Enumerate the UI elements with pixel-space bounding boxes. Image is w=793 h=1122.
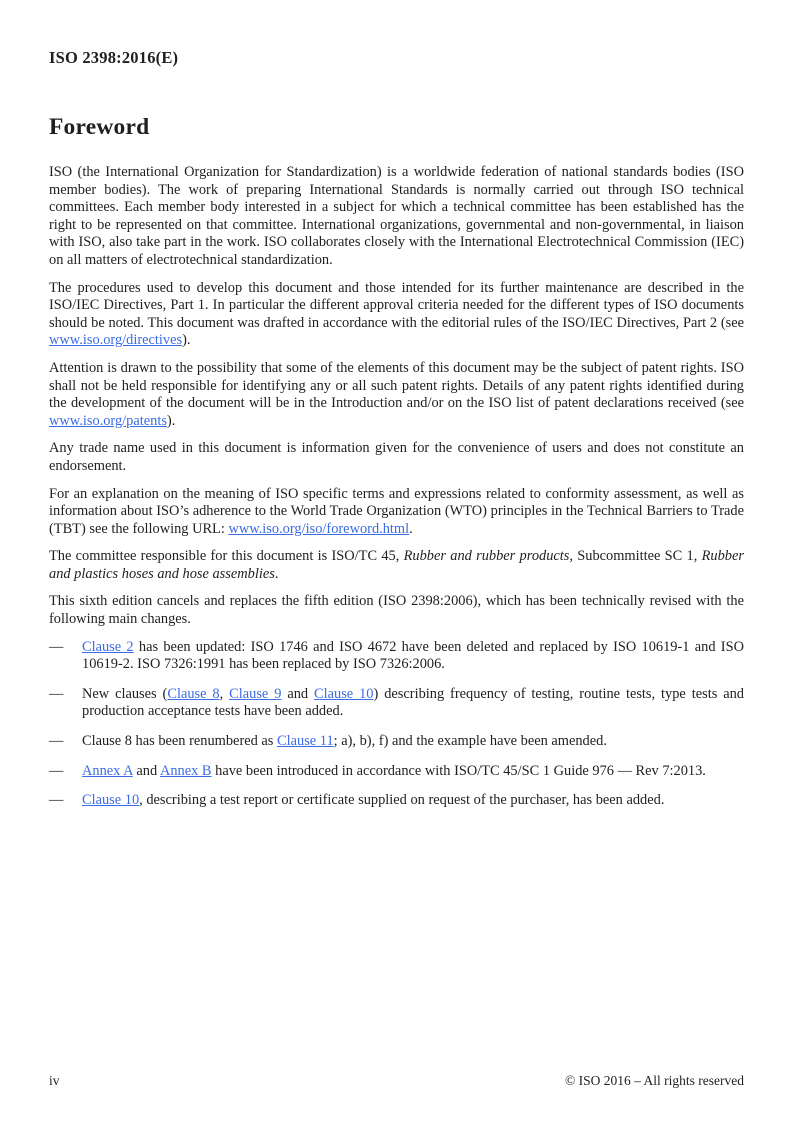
list-item bbox=[49, 733, 744, 751]
bullet-dash: — bbox=[49, 792, 64, 809]
text-run: , describing a test report or certificate supplied on request of the purchaser, has been added. bbox=[139, 792, 665, 809]
list-item-text bbox=[82, 639, 744, 674]
paragraph bbox=[49, 360, 744, 430]
page-number: iv bbox=[49, 1073, 60, 1088]
bullet-dash: — bbox=[49, 638, 64, 655]
text-run: The committee responsible for this document is ISO/TC 45, bbox=[49, 548, 404, 565]
italic-text: Rubber and plastics hoses and hose assemblies bbox=[49, 548, 744, 582]
hyperlink[interactable]: Annex B bbox=[159, 762, 212, 779]
page-footer bbox=[49, 1073, 744, 1089]
text-run: has been updated: ISO 1746 and ISO 4672 have been deleted and replaced by ISO 10619-1 and ISO 10619-2. ISO 7326:1991 has been replaced by ISO 7326:2006. bbox=[82, 638, 744, 673]
hyperlink[interactable]: Clause 8 bbox=[167, 685, 220, 702]
text-run: New clauses ( bbox=[82, 685, 168, 702]
text-run: The procedures used to develop this document and those intended for its further maintenance are described in the ISO/IEC Directives, Part 1. In particular the different approval criteria needed for the different types of ISO documents should be noted. This document was drafted in accordance with the editorial rules of the ISO/IEC Directives, Part 2 (see bbox=[49, 279, 744, 331]
paragraph bbox=[49, 548, 744, 583]
list-item-text bbox=[82, 733, 744, 751]
hyperlink[interactable]: Clause 11 bbox=[277, 733, 334, 750]
italic-text: Rubber and rubber products bbox=[403, 548, 570, 565]
bullet-dash: — bbox=[49, 733, 64, 750]
bullet-dash: — bbox=[49, 685, 64, 702]
hyperlink[interactable]: www.iso.org/directives bbox=[49, 332, 183, 349]
text-run: ISO (the International Organization for Standardization) is a worldwide federation of national standards bodies (ISO member bodies). The work of preparing International Standards is normally carried out through ISO technical committees. Each member body interested in a subject for which a technical committee has been established has the right to be represented on that committee. International organizations, governmental and non-governmental, in liaison with ISO, also take part in the work. ISO collaborates closely with the International Electrotechnical Commission (IEC) on all matters of electrotechnical standardization. bbox=[49, 164, 744, 268]
text-run: Any trade name used in this document is information given for the convenience of users and does not constitute an endorsement. bbox=[49, 440, 744, 474]
hyperlink[interactable]: Annex A bbox=[82, 762, 133, 779]
bullet-dash: — bbox=[49, 762, 64, 779]
text-run: , Subcommittee SC 1, bbox=[569, 548, 702, 565]
list-item-text bbox=[82, 792, 744, 810]
paragraph bbox=[49, 440, 744, 475]
page-title: Foreword bbox=[49, 114, 150, 140]
text-run: , bbox=[219, 685, 230, 702]
hyperlink[interactable]: Clause 10 bbox=[82, 792, 140, 809]
text-run: Attention is drawn to the possibility that some of the elements of this document may be the subject of patent rights. ISO shall not be held responsible for identifying any or all such patent rights. Details of any patent rights identified during the development of the document will be in the Introduction and/or on the ISO list of patent declarations received (see bbox=[49, 359, 744, 412]
text-run: For an explanation on the meaning of ISO specific terms and expressions related to conformity assessment, as well as information about ISO’s adherence to the World Trade Organization (WTO) principles in the Technical Barriers to Trade (TBT) see the following URL: bbox=[49, 485, 744, 537]
hyperlink[interactable]: Clause 10 bbox=[314, 685, 374, 702]
text-run: ). bbox=[166, 412, 176, 429]
text-run: . bbox=[409, 520, 413, 537]
document-reference: ISO 2398:2016(E) bbox=[49, 48, 179, 67]
text-run: and bbox=[281, 685, 315, 702]
text-run: and bbox=[132, 762, 160, 779]
list-item bbox=[49, 792, 744, 810]
paragraph bbox=[49, 593, 744, 628]
text-run: This sixth edition cancels and replaces the fifth edition (ISO 2398:2006), which has been technically revised with the following main changes. bbox=[49, 593, 744, 628]
text-run: Clause 8 has been renumbered as bbox=[82, 733, 278, 750]
text-run: ). bbox=[182, 332, 191, 349]
copyright-notice: © ISO 2016 – All rights reserved bbox=[565, 1073, 744, 1088]
text-run: . bbox=[274, 565, 279, 582]
hyperlink[interactable]: www.iso.org/patents bbox=[49, 412, 167, 429]
list-item bbox=[49, 639, 744, 674]
text-run: have been introduced in accordance with ISO/TC 45/SC 1 Guide 976 — Rev 7:2013. bbox=[211, 762, 706, 779]
paragraph bbox=[49, 486, 744, 539]
list-item bbox=[49, 686, 744, 721]
text-run: ) describing frequency of testing, routine tests, type tests and production acceptance tests have been added. bbox=[82, 685, 744, 720]
paragraph bbox=[49, 280, 744, 350]
hyperlink[interactable]: www.iso.org/iso/foreword.html bbox=[228, 520, 410, 537]
text-run: ; a), b), f) and the example have been amended. bbox=[333, 733, 607, 750]
list-item-text bbox=[82, 686, 744, 721]
list-item bbox=[49, 763, 744, 781]
list-item-text bbox=[82, 763, 744, 781]
paragraph bbox=[49, 164, 744, 270]
hyperlink[interactable]: Clause 2 bbox=[82, 638, 134, 655]
hyperlink[interactable]: Clause 9 bbox=[229, 685, 282, 702]
document-body bbox=[49, 164, 744, 810]
